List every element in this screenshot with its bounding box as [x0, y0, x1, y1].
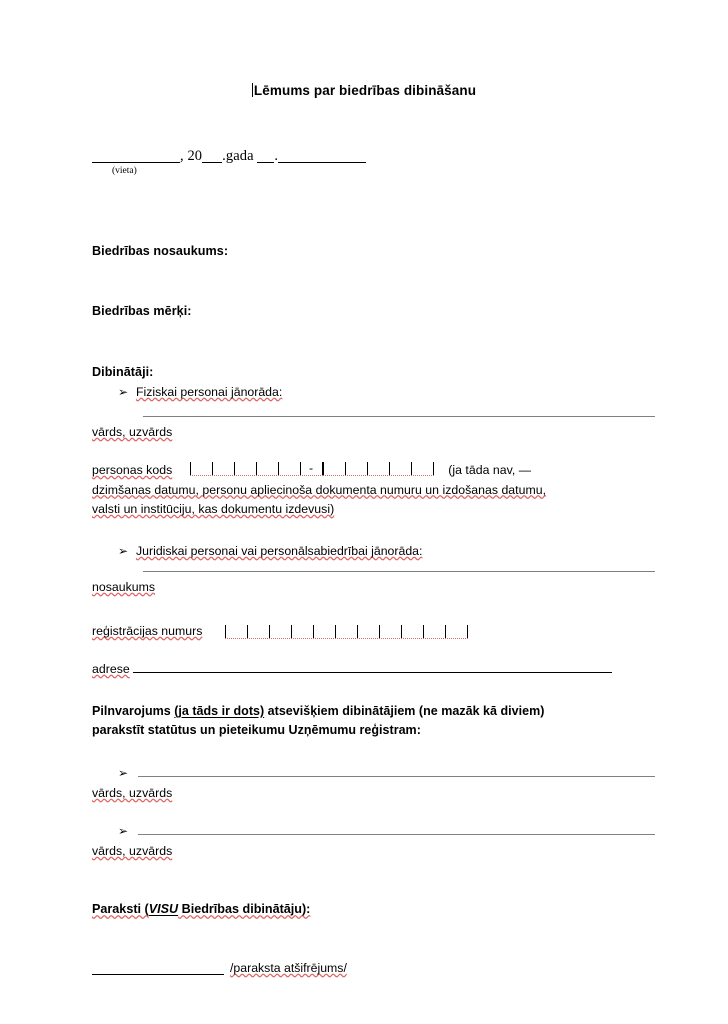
signature-blank[interactable] [92, 974, 224, 975]
date-dot: . [274, 148, 279, 164]
personal-code-comb-left[interactable] [190, 462, 323, 476]
personal-code-note-line2: dzimšanas datumu, personu apliecinoša dokumenta numuru un izdošanas datumu, [92, 482, 547, 497]
date-comma-year: , 20 [180, 148, 203, 164]
label-name-surname-1: vārds, uzvārds [92, 425, 173, 439]
heading-association-name: Biedrības nosaukums: [92, 244, 229, 258]
arrow-bullet-icon: ➢ [118, 824, 129, 838]
date-gada-word: .gada [222, 148, 258, 164]
signature-transcript-label: /paraksta atšifrējums/ [230, 961, 347, 975]
personal-code-comb-right[interactable] [323, 462, 434, 476]
page-title-text: Lēmums par biedrības dibināšanu [253, 83, 477, 98]
bullet-legal-person-label: Juridiskai personai vai personālsabiedrībai jānorāda: [136, 544, 423, 558]
authorized-person-1-rule[interactable] [138, 776, 655, 777]
arrow-bullet-icon: ➢ [118, 766, 129, 780]
signatures-heading-suffix: Biedrības dibinātāju): [178, 902, 311, 916]
year-blank[interactable] [202, 162, 222, 163]
bullet-natural-person-label: Fiziskai personai jānorāda: [136, 385, 283, 399]
place-blank[interactable] [92, 162, 180, 163]
heading-signatures [92, 902, 310, 916]
page-title [0, 83, 728, 98]
place-caption: (vieta) [112, 166, 137, 176]
arrow-bullet-icon: ➢ [118, 385, 129, 399]
bullet-authorized-person-2 [118, 824, 136, 838]
day-blank[interactable] [257, 162, 274, 163]
label-name-surname-2: vārds, uzvārds [92, 786, 173, 800]
bullet-natural-person [118, 385, 282, 399]
label-address: adrese [92, 662, 130, 676]
text-cursor-caret [252, 83, 253, 97]
address-rule[interactable] [133, 672, 612, 673]
personal-code-note-line3: valsti un institūciju, kas dokumentu izdevusi) [92, 502, 335, 516]
personal-code-note-line1: (ja tāda nav, — [448, 463, 532, 477]
registration-number-comb[interactable] [225, 625, 468, 639]
date-place-line [92, 148, 366, 165]
label-entity-name: nosaukums [92, 580, 156, 594]
signatures-heading-visu: VISU [148, 902, 179, 916]
authorization-line2: parakstīt statūtus un pieteikumu Uzņēmumu reģistram: [92, 723, 421, 737]
arrow-bullet-icon: ➢ [118, 544, 129, 558]
personal-code-dash: - [309, 461, 314, 475]
authorization-paragraph [92, 702, 652, 740]
signatures-heading-prefix: Paraksti ( [92, 902, 149, 916]
entity-name-rule[interactable] [143, 571, 655, 572]
label-personal-code: personas kods [92, 463, 173, 477]
authorized-person-2-rule[interactable] [138, 834, 655, 835]
bullet-authorized-person-1 [118, 766, 136, 780]
label-name-surname-3: vārds, uzvārds [92, 844, 173, 858]
natural-person-name-rule[interactable] [143, 416, 655, 417]
authorization-line1-prefix: Pilnvarojums [92, 704, 175, 718]
heading-founders: Dibinātāji: [92, 365, 154, 379]
label-registration-number: reģistrācijas numurs [92, 624, 203, 638]
authorization-line1-underlined: (ja tāds ir dots) [174, 704, 265, 718]
bullet-legal-person [118, 544, 422, 558]
authorization-line1-suffix: atsevišķiem dibinātājiem (ne mazāk kā diviem) [264, 704, 545, 718]
signature-row [92, 961, 347, 975]
heading-association-goals: Biedrības mērķi: [92, 304, 192, 318]
month-blank[interactable] [278, 162, 366, 163]
